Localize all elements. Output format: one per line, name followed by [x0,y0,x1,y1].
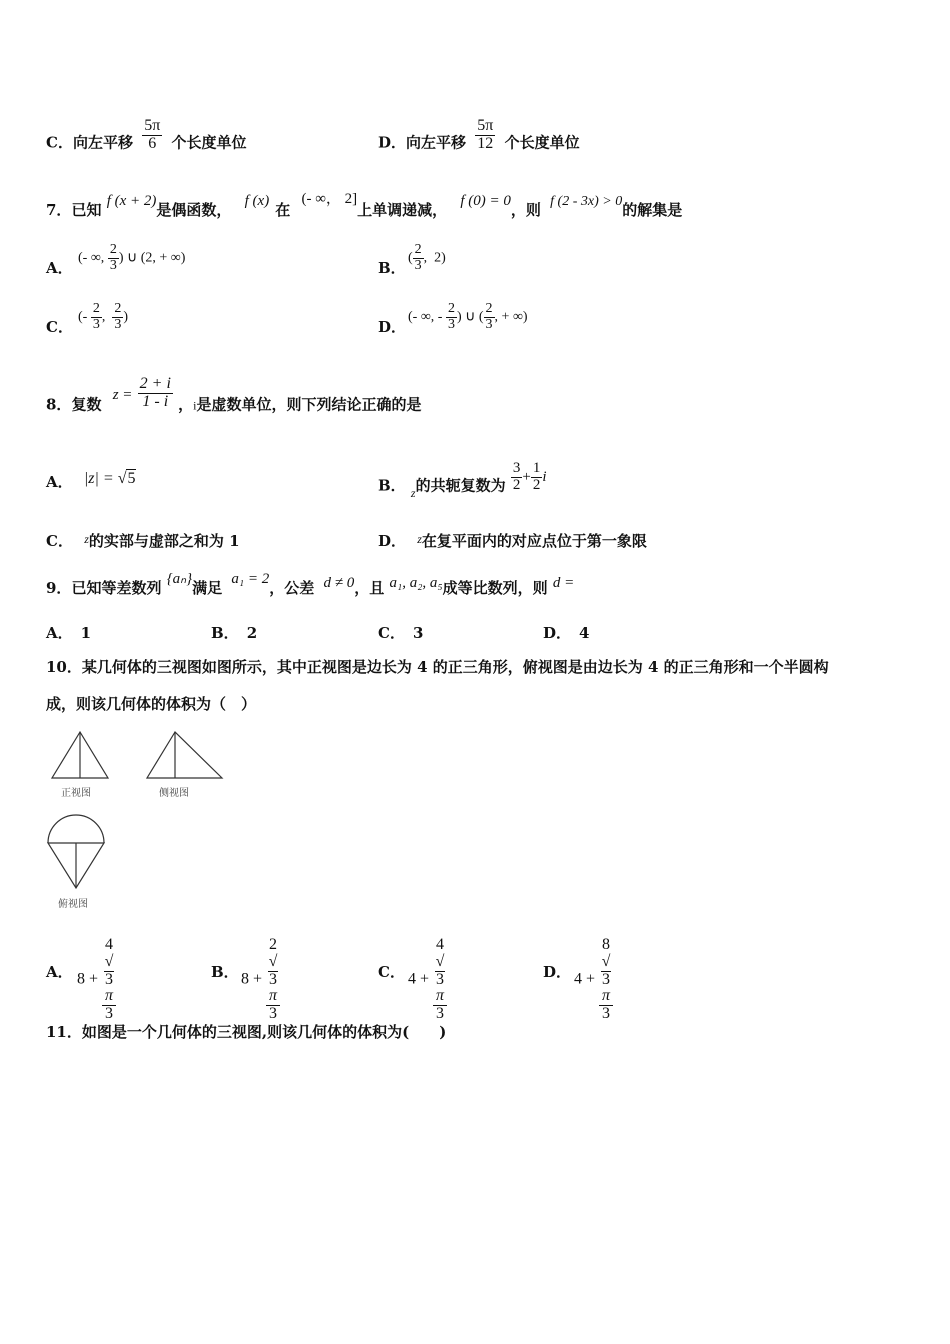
top-view-drawing [48,815,104,888]
q7-option-a-expr: (- ∞, $\frac{2}{3}$ ) ∪ (2, + ∞) [78,242,186,273]
q8-option-c: C． $^z$的实部与虚部之和为 1 [46,532,240,550]
q7-option-b-expr: ( $\frac{2}{3}$ , 2) [408,242,446,273]
q8-option-a: A． |z| = √5 [46,470,136,491]
q10-option-d: D． [543,963,572,981]
q7-option-c: C． [46,318,73,336]
q7-option-d-expr: (- ∞, - $\frac{2}{3}$ ) ∪ ( $\frac{2}{3}$ , + ∞) [408,301,528,332]
q6-option-c: C．向左平移 $\frac{5\pi}{6}$ 个长度单位 [46,117,247,152]
side-view-label: 侧视图 [159,788,189,799]
q7-option-c-expr: (- $\frac{2}{3}$ , $\frac{2}{3}$ ) [78,301,128,332]
q8-option-a-expr: |z| = √5 [83,470,136,487]
q6-option-d: D．向左平移 $\frac{5\pi}{12}$ 个长度单位 [378,117,580,152]
q8-stem: 8．复数 z = $\frac{2 + i}{1 - i}$ ，i是虚数单位，则下列结论正确的是 [46,375,422,414]
q11-stem: 11．如图是一个几何体的三视图,则该几何体的体积为( ) [46,1023,447,1041]
q9-option-c: C． 3 [378,624,424,642]
side-view-drawing [147,732,222,778]
q10-line2: 成，则该几何体的体积为（ ） [46,695,257,713]
q9-option-a: A． 1 [46,624,92,642]
q7-option-b: B． [378,259,406,277]
q10-option-c-expr: 4 + 4 √ 3 π 3 [408,937,447,1023]
q8-option-b: B． $_z$的共轭复数为 $\frac{3}{2}$ + $\frac{1}{2}$ i [378,460,547,500]
q10-option-d-expr: 4 + 8 √ 3 π 3 [574,937,613,1023]
q9-stem: 9．已知等差数列 {aₙ}满足 a₁ = 2，公差 d ≠ 0，且 a₁, a₂, a₅成等比数列，则 d = [46,571,575,597]
q10-option-b-expr: 8 + 2 √ 3 π 3 [241,937,280,1023]
q6-c-fraction: $\frac{5\pi}{6}$ [144,117,161,152]
q9-option-d: D． 4 [543,624,590,642]
q7-option-d: D． [378,318,407,336]
q8-fraction: $\frac{2 + i}{1 - i}$ [139,375,171,410]
q10-option-b: B． [211,963,239,981]
q10-option-c: C． [378,963,405,981]
top-view-label: 俯视图 [58,899,88,910]
q8-option-b-expr: $\frac{3}{2}$ + $\frac{1}{2}$ i [512,460,547,493]
front-view-drawing [52,732,108,778]
q9-option-b: B． 2 [211,624,258,642]
q7-stem: 7．已知 f (x + 2)是偶函数， f (x) 在 (- ∞， 2]上单调递减， f (0) = 0，则 f (2 - 3x) > 0的解集是 [46,191,683,219]
q10-line1: 10．某几何体的三视图如图所示，其中正视图是边长为 4 的正三角形，俯视图是由边长为 4 的正三角形和一个半圆构 [46,658,829,676]
q7-option-a: A． [46,259,73,277]
q8-option-d: D． $^z$在复平面内的对应点位于第一象限 [378,532,647,550]
q10-option-a-expr: 8 + 4 √ 3 π 3 [77,937,116,1023]
q6-d-fraction: $\frac{5\pi}{12}$ [477,117,494,152]
q10-option-a: A． [46,963,73,981]
front-view-label: 正视图 [61,788,91,799]
q10-three-views-figure [44,725,244,915]
